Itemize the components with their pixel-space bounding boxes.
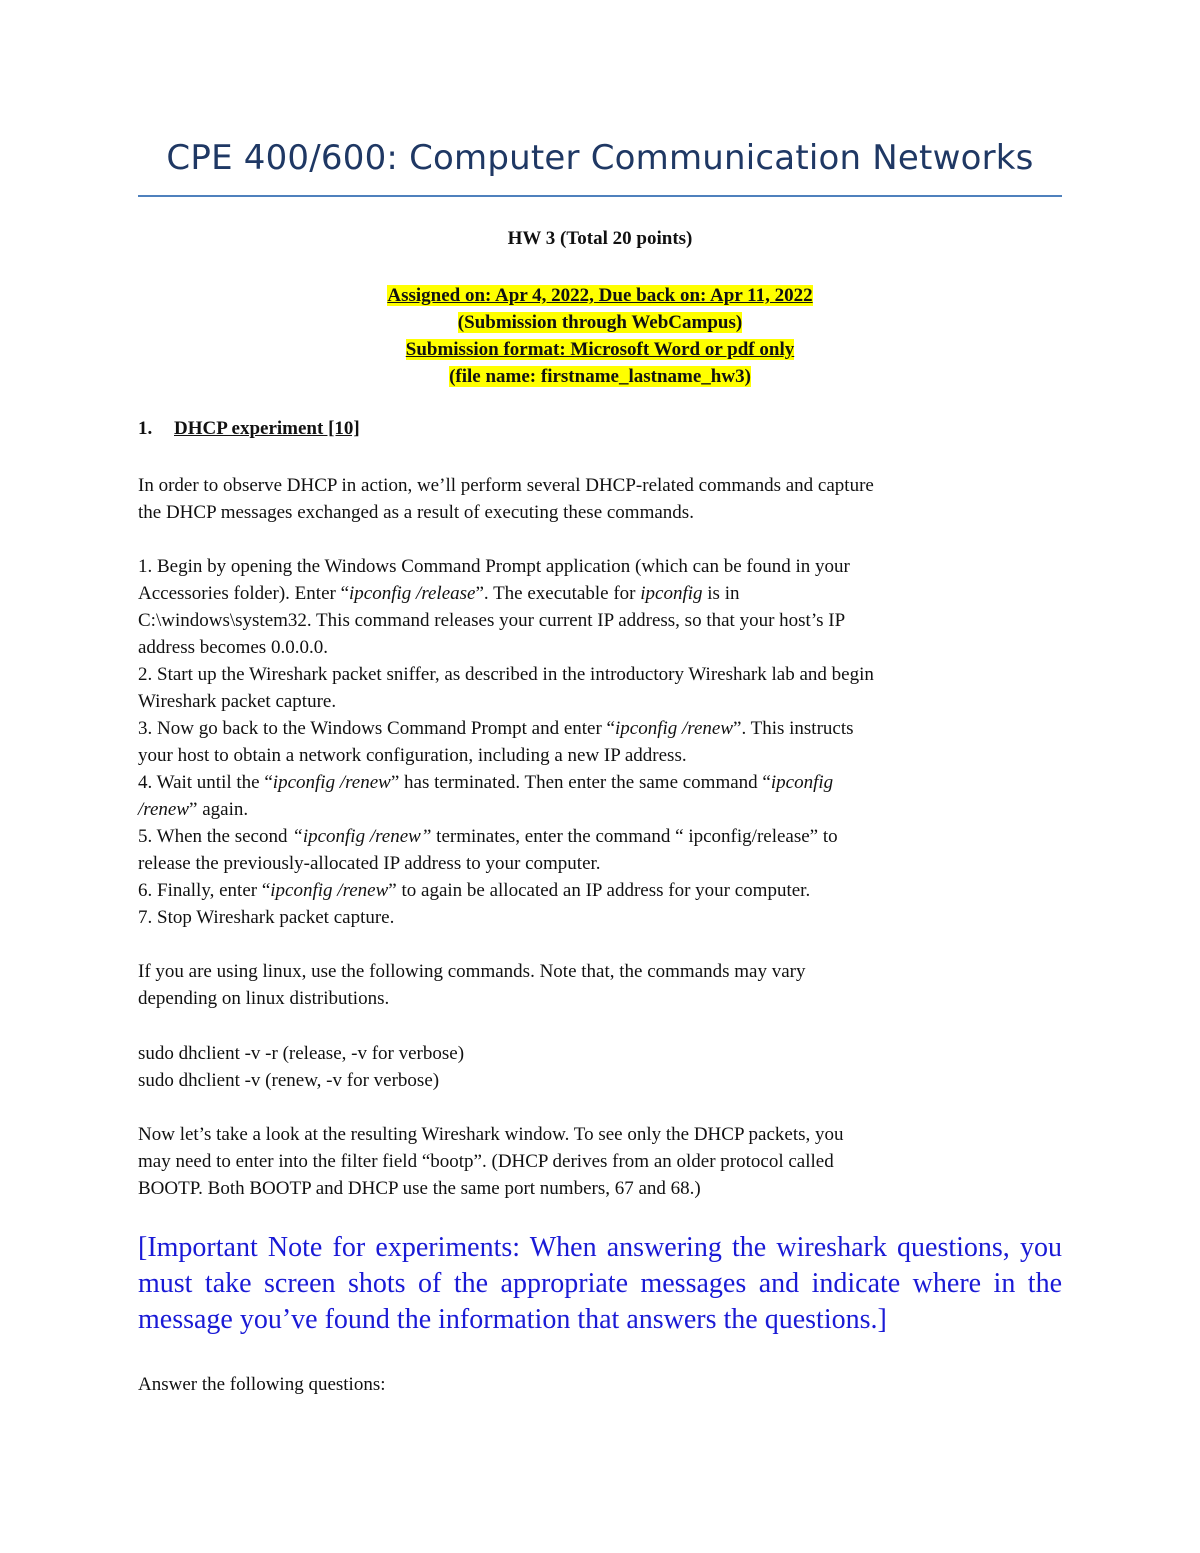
filter-paragraph (138, 1121, 1062, 1202)
submission-filename: (file name: firstname_lastname_hw3) (449, 366, 751, 387)
step-line: address becomes 0.0.0.0. (138, 637, 328, 658)
submission-format: Submission format: Microsoft Word or pdf only (405, 339, 795, 360)
intro-paragraph (138, 472, 1062, 526)
assignment-info (138, 282, 1062, 390)
step-line: C:\windows\system32. This command releases your current IP address, so that your host’s IP (138, 610, 846, 631)
section-title: DHCP experiment [10] (174, 418, 360, 439)
step-line: 1. Begin by opening the Windows Command Prompt application (which can be found in your (138, 556, 850, 577)
important-note: [Important Note for experiments: When answering the wireshark questions, you must take screen shots of the appropriate messages and indicate where in the message you’ve found the information that answers the questions.] (138, 1232, 1062, 1335)
step-line: 3. Now go back to the Windows Command Prompt and enter “ipconfig /renew”. This instructs (138, 718, 854, 739)
command-text: ipconfig /renew (270, 880, 389, 901)
submission-method: (Submission through WebCampus) (457, 312, 743, 333)
intro-line: In order to observe DHCP in action, we’ll perform several DHCP-related commands and capture (138, 475, 874, 496)
step-line: Wireshark packet capture. (138, 691, 337, 712)
filter-line: Now let’s take a look at the resulting Wireshark window. To see only the DHCP packets, you (138, 1124, 844, 1145)
steps-list (138, 553, 1062, 931)
section-number: 1. (138, 418, 153, 439)
linux-paragraph (138, 958, 1062, 1012)
linux-line: If you are using linux, use the following commands. Note that, the commands may vary (138, 961, 806, 982)
command-text: ipconfig (640, 583, 703, 604)
linux-line: depending on linux distributions. (138, 988, 390, 1009)
step-line: Accessories folder). Enter “ipconfig /release”. The executable for ipconfig is in (138, 583, 740, 604)
step-line: release the previously-allocated IP address to your computer. (138, 853, 601, 874)
step-line: 4. Wait until the “ipconfig /renew” has terminated. Then enter the same command “ipconfig (138, 772, 834, 793)
filter-line: BOOTP. Both BOOTP and DHCP use the same port numbers, 67 and 68.) (138, 1178, 701, 1199)
command-text: ipconfig /renew (272, 772, 391, 793)
page-title: CPE 400/600: Computer Communication Networks (166, 138, 1034, 178)
homework-heading: HW 3 (Total 20 points) (507, 228, 693, 249)
linux-commands (138, 1040, 1062, 1094)
title-divider (138, 195, 1062, 197)
assignment-dates: Assigned on: Apr 4, 2022, Due back on: Apr 11, 2022 (387, 285, 813, 306)
command-text: /renew (138, 799, 190, 820)
answer-prompt: Answer the following questions: (138, 1374, 386, 1395)
section-heading (138, 418, 360, 440)
step-line: your host to obtain a network configuration, including a new IP address. (138, 745, 687, 766)
command-text: ipconfig (770, 772, 834, 793)
intro-line: the DHCP messages exchanged as a result of executing these commands. (138, 502, 694, 523)
linux-command: sudo dhclient -v (renew, -v for verbose) (138, 1070, 440, 1091)
step-line: 2. Start up the Wireshark packet sniffer, as described in the introductory Wireshark lab and begin (138, 664, 874, 685)
step-line: 5. When the second “ipconfig /renew” terminates, enter the command “ ipconfig/release” to (138, 826, 838, 847)
linux-command: sudo dhclient -v -r (release, -v for verbose) (138, 1043, 465, 1064)
command-text: ipconfig /release (349, 583, 476, 604)
step-line: 6. Finally, enter “ipconfig /renew” to again be allocated an IP address for your computer. (138, 880, 811, 901)
step-line: 7. Stop Wireshark packet capture. (138, 907, 395, 928)
command-text: ipconfig /renew (614, 718, 734, 739)
command-text: “ipconfig /renew” (292, 826, 432, 847)
step-line: /renew” again. (138, 799, 249, 820)
filter-line: may need to enter into the filter field “bootp”. (DHCP derives from an older protocol called (138, 1151, 834, 1172)
